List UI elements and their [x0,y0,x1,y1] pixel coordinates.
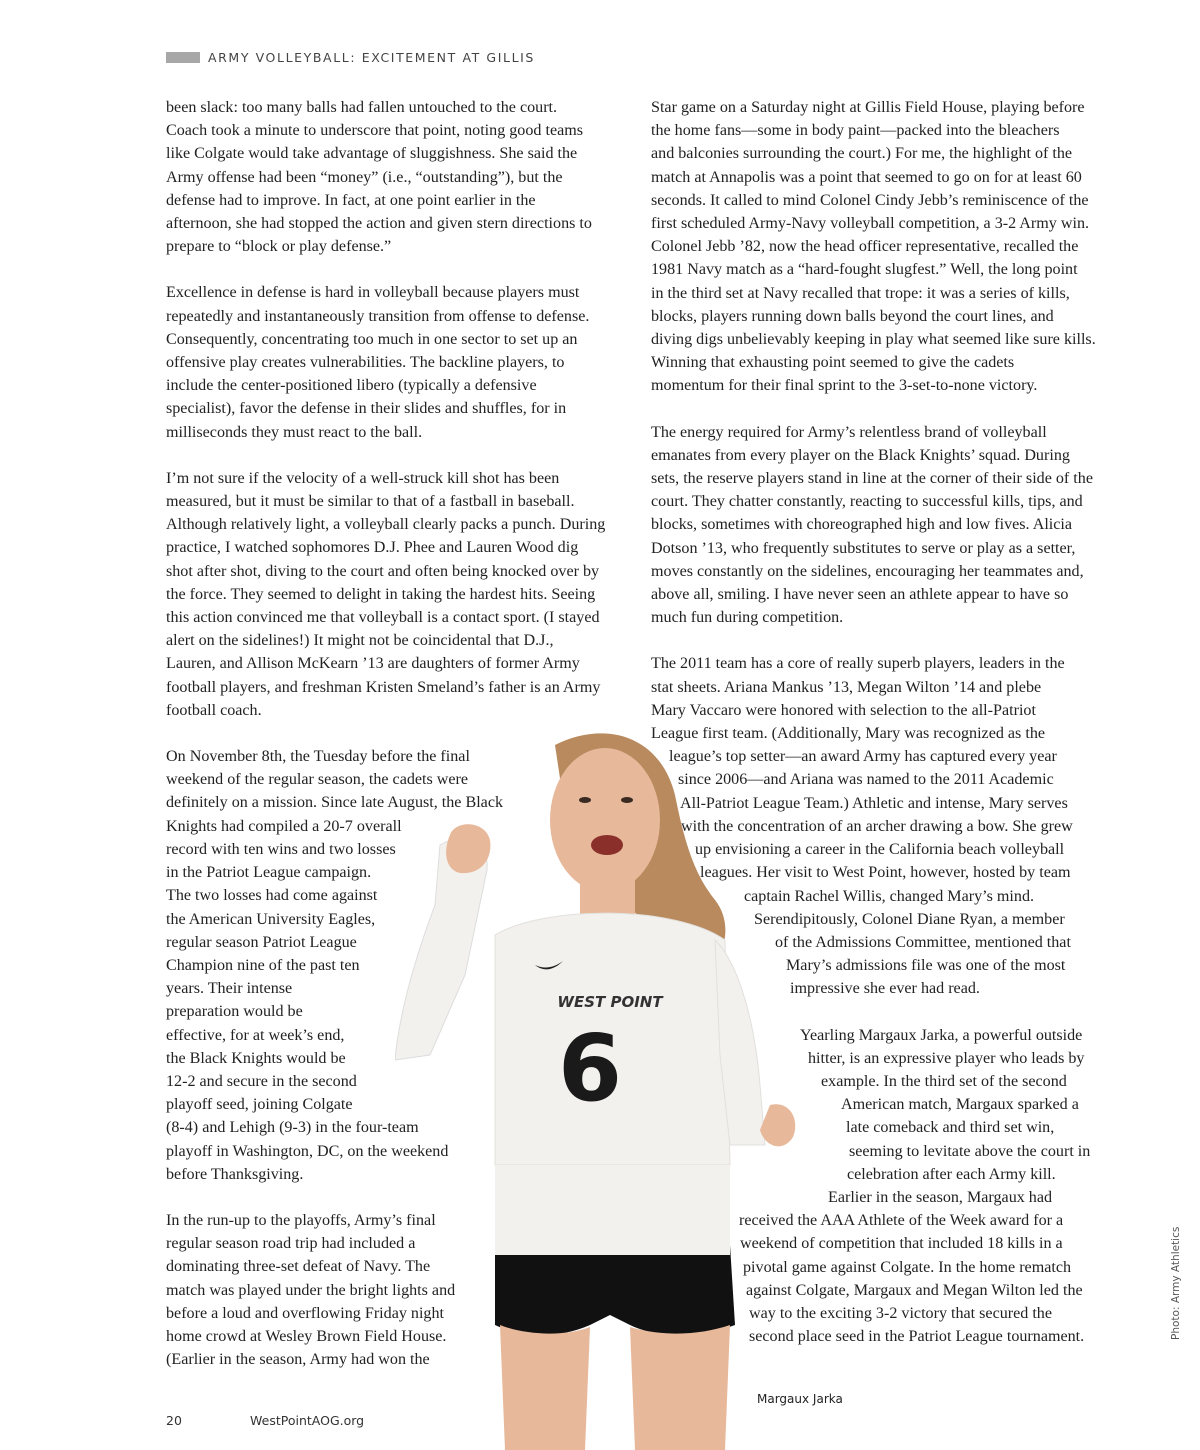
header-bar [166,52,200,63]
text-line: offensive play creates vulnerabilities. The backline players, to [166,354,565,372]
text-line: shot after shot, diving to the court and often being knocked over by [166,562,600,580]
text-line: milliseconds they must react to the ball. [166,423,423,441]
text-line: league’s top setter—an award Army has captured every year [669,748,1057,766]
jersey-number: 6 [557,1015,623,1122]
text-line: the force. They seemed to delight in taking the hardest hits. Seeing [166,585,596,603]
text-line: 1981 Navy match as a “hard-fought slugfest.” Well, the long point [651,261,1078,279]
text-line: like Colgate would take advantage of sluggishness. She said the [166,145,578,163]
site-link[interactable]: WestPointAOG.org [250,1413,365,1428]
text-line: much fun during competition. [651,609,844,627]
text-line: before a loud and overflowing Friday night [166,1304,444,1322]
player-eye [579,797,591,803]
photo-caption: Margaux Jarka [757,1392,843,1406]
text-line: with the concentration of an archer drawing a bow. She grew [681,817,1073,835]
text-line: playoff in Washington, DC, on the weekend [166,1142,449,1160]
text-line: Army offense had been “money” (i.e., “outstanding”), but the [166,168,563,186]
text-line: Although relatively light, a volleyball clearly packs a punch. During [166,516,606,534]
text-line: In the run-up to the playoffs, Army’s final [166,1211,436,1229]
text-line: League first team. (Additionally, Mary was recognized as the [651,725,1046,743]
text-line: diving digs unbelievably keeping in play what seemed like sure kills. [651,331,1096,349]
player-jersey-lower [495,1165,730,1255]
text-line: Coach took a minute to underscore that point, noting good teams [166,122,584,140]
text-line: sets, the reserve players stand in line at the corner of their side of the [651,470,1093,488]
text-line: dominating three-set defeat of Navy. The [166,1258,431,1276]
text-line: court. They chatter constantly, reacting to successful kills, tips, and [651,493,1083,511]
text-line: (8-4) and Lehigh (9-3) in the four-team [166,1119,419,1137]
text-line: preparation would be [166,1003,303,1021]
text-line: moves constantly on the sidelines, encouraging her teammates and, [651,562,1084,580]
left-paragraph-3 [166,467,636,722]
text-line: celebration after each Army kill. [847,1165,1056,1183]
player-leg [630,1325,730,1450]
text-line: example. In the third set of the second [821,1072,1067,1090]
text-line: up envisioning a career in the California beach volleyball [695,841,1065,859]
text-line: stat sheets. Ariana Mankus ’13, Megan Wilton ’14 and plebe [651,678,1042,696]
text-line: late comeback and third set win, [846,1119,1055,1137]
left-paragraph-2 [166,281,636,443]
text-line: leagues. Her visit to West Point, however, hosted by team [700,864,1071,882]
text-line: Mary’s admissions file was one of the most [786,957,1066,975]
text-line: years. Their intense [166,980,293,998]
text-line: I’m not sure if the velocity of a well-struck kill shot has been [166,469,560,487]
jersey-text: WEST POINT [557,993,663,1011]
text-line: way to the exciting 3-2 victory that secured the [749,1304,1052,1322]
text-line: received the AAA Athlete of the Week award for a [739,1212,1064,1230]
text-line: pivotal game against Colgate. In the home rematch [743,1258,1072,1276]
text-line: Champion nine of the past ten [166,956,360,974]
text-line: Consequently, concentrating too much in one sector to set up an [166,330,578,348]
text-line: and balconies surrounding the court.) For me, the highlight of the [651,145,1073,163]
text-line: before Thanksgiving. [166,1165,304,1183]
text-line: playoff seed, joining Colgate [166,1096,353,1114]
page-number: 20 [166,1413,182,1428]
text-line: of the Admissions Committee, mentioned that [775,933,1071,951]
text-line: seeming to levitate above the court in [849,1142,1091,1160]
text-line: practice, I watched sophomores D.J. Phee and Lauren Wood dig [166,539,579,557]
text-line: specialist), favor the defense in their slides and shuffles, for in [166,400,567,418]
text-line: include the center-positioned libero (typically a defensive [166,377,537,395]
text-line: The 2011 team has a core of really superb players, leaders in the [651,655,1065,673]
text-line: Yearling Margaux Jarka, a powerful outside [800,1026,1083,1044]
text-line: effective, for at week’s end, [166,1026,345,1044]
text-line: above all, smiling. I have never seen an athlete appear to have so [651,586,1069,604]
text-line: weekend of competition that included 18 kills in a [740,1235,1063,1253]
text-line: All-Patriot League Team.) Athletic and intense, Mary serves [680,794,1068,812]
text-line: Colonel Jebb ’82, now the head officer representative, recalled the [651,238,1079,256]
player-hand [760,1104,795,1146]
player-eye [621,797,633,803]
text-line: football coach. [166,701,262,719]
right-paragraph-1 [651,96,1121,398]
text-line: emanates from every player on the Black Knights’ squad. During [651,446,1070,464]
text-line: The energy required for Army’s relentless brand of volleyball [651,423,1047,441]
text-line: been slack: too many balls had fallen untouched to the court. [166,99,558,116]
running-head [166,48,535,66]
text-line: weekend of the regular season, the cadets were [166,771,469,789]
text-line: hitter, is an expressive player who leads by [808,1049,1085,1067]
text-line: match at Annapolis was a point that seemed to go on for at least 60 [651,168,1082,186]
text-line: captain Rachel Willis, changed Mary’s mind. [744,887,1035,905]
player-photo [395,725,850,1450]
text-line: prepare to “block or play defense.” [166,238,392,256]
player-raised-arm [395,839,487,1060]
text-line: 12-2 and secure in the second [166,1072,357,1090]
text-line: Star game on a Saturday night at Gillis Field House, playing before [651,99,1085,116]
text-line: Dotson ’13, who frequently substitutes to serve or play as a setter, [651,539,1076,557]
text-line: Winning that exhausting point seemed to give the cadets [651,354,1015,372]
text-line: the Black Knights would be [166,1049,346,1067]
player-mouth [591,835,623,855]
text-line: since 2006—and Ariana was named to the 2011 Academic [678,771,1054,789]
text-line: Mary Vaccaro were honored with selection to the all-Patriot [651,701,1036,719]
text-line: home crowd at Wesley Brown Field House. [166,1327,447,1345]
header-title: ARMY VOLLEYBALL: EXCITEMENT AT GILLIS [208,49,535,65]
text-line: afternoon, she had stopped the action and given stern directions to [166,215,592,233]
text-line: regular season Patriot League [166,933,357,951]
text-line: second place seed in the Patriot League tournament. [749,1328,1085,1346]
text-line: blocks, sometimes with choreographed high and low fives. Alicia [651,516,1073,534]
text-line: in the third set at Navy recalled that trope: it was a series of kills, [651,284,1070,302]
left-paragraph-1 [166,96,636,258]
text-line: The two losses had come against [166,887,378,905]
text-line: definitely on a mission. Since late August, the Black [166,794,504,812]
text-line: alert on the sidelines!) It might not be coincidental that D.J., [166,632,554,650]
text-line: Serendipitously, Colonel Diane Ryan, a member [754,910,1065,928]
text-line: measured, but it must be similar to that of a fastball in baseball. [166,493,575,511]
player-leg [500,1325,590,1450]
text-line: the American University Eagles, [166,910,376,928]
text-line: American match, Margaux sparked a [841,1096,1079,1114]
text-line: Excellence in defense is hard in volleyball because players must [166,284,580,302]
text-line: momentum for their final sprint to the 3-set-to-none victory. [651,377,1038,395]
text-line: the home fans—some in body paint—packed into the bleachers [651,122,1060,140]
text-line: record with ten wins and two losses [166,840,396,858]
right-paragraph-2 [651,421,1121,630]
text-line: Earlier in the season, Margaux had [828,1188,1053,1206]
text-line: seconds. It called to mind Colonel Cindy Jebb’s reminiscence of the [651,191,1089,209]
text-line: football players, and freshman Kristen Smeland’s father is an Army [166,678,601,696]
text-line: On November 8th, the Tuesday before the final [166,748,470,766]
player-face [550,748,660,892]
text-line: Lauren, and Allison McKearn ’13 are daughters of former Army [166,655,580,673]
text-line: against Colgate, Margaux and Megan Wilton led the [746,1281,1083,1299]
text-line: repeatedly and instantaneously transition from offense to defense. [166,307,590,325]
photo-credit: Photo: Army Athletics [1170,1226,1182,1340]
text-line: this action convinced me that volleyball is a contact sport. (I stayed [166,609,600,627]
text-line: (Earlier in the season, Army had won the [166,1351,430,1369]
text-line: impressive she ever had read. [790,980,980,998]
text-line: regular season road trip had included a [166,1235,416,1253]
text-line: first scheduled Army-Navy volleyball competition, a 3-2 Army win. [651,215,1090,233]
text-line: in the Patriot League campaign. [166,864,372,882]
text-line: match was played under the bright lights and [166,1281,456,1299]
text-line: Knights had compiled a 20-7 overall [166,817,402,835]
text-line: defense had to improve. In fact, at one point earlier in the [166,191,536,209]
text-line: blocks, players running down balls beyond the court lines, and [651,307,1054,325]
